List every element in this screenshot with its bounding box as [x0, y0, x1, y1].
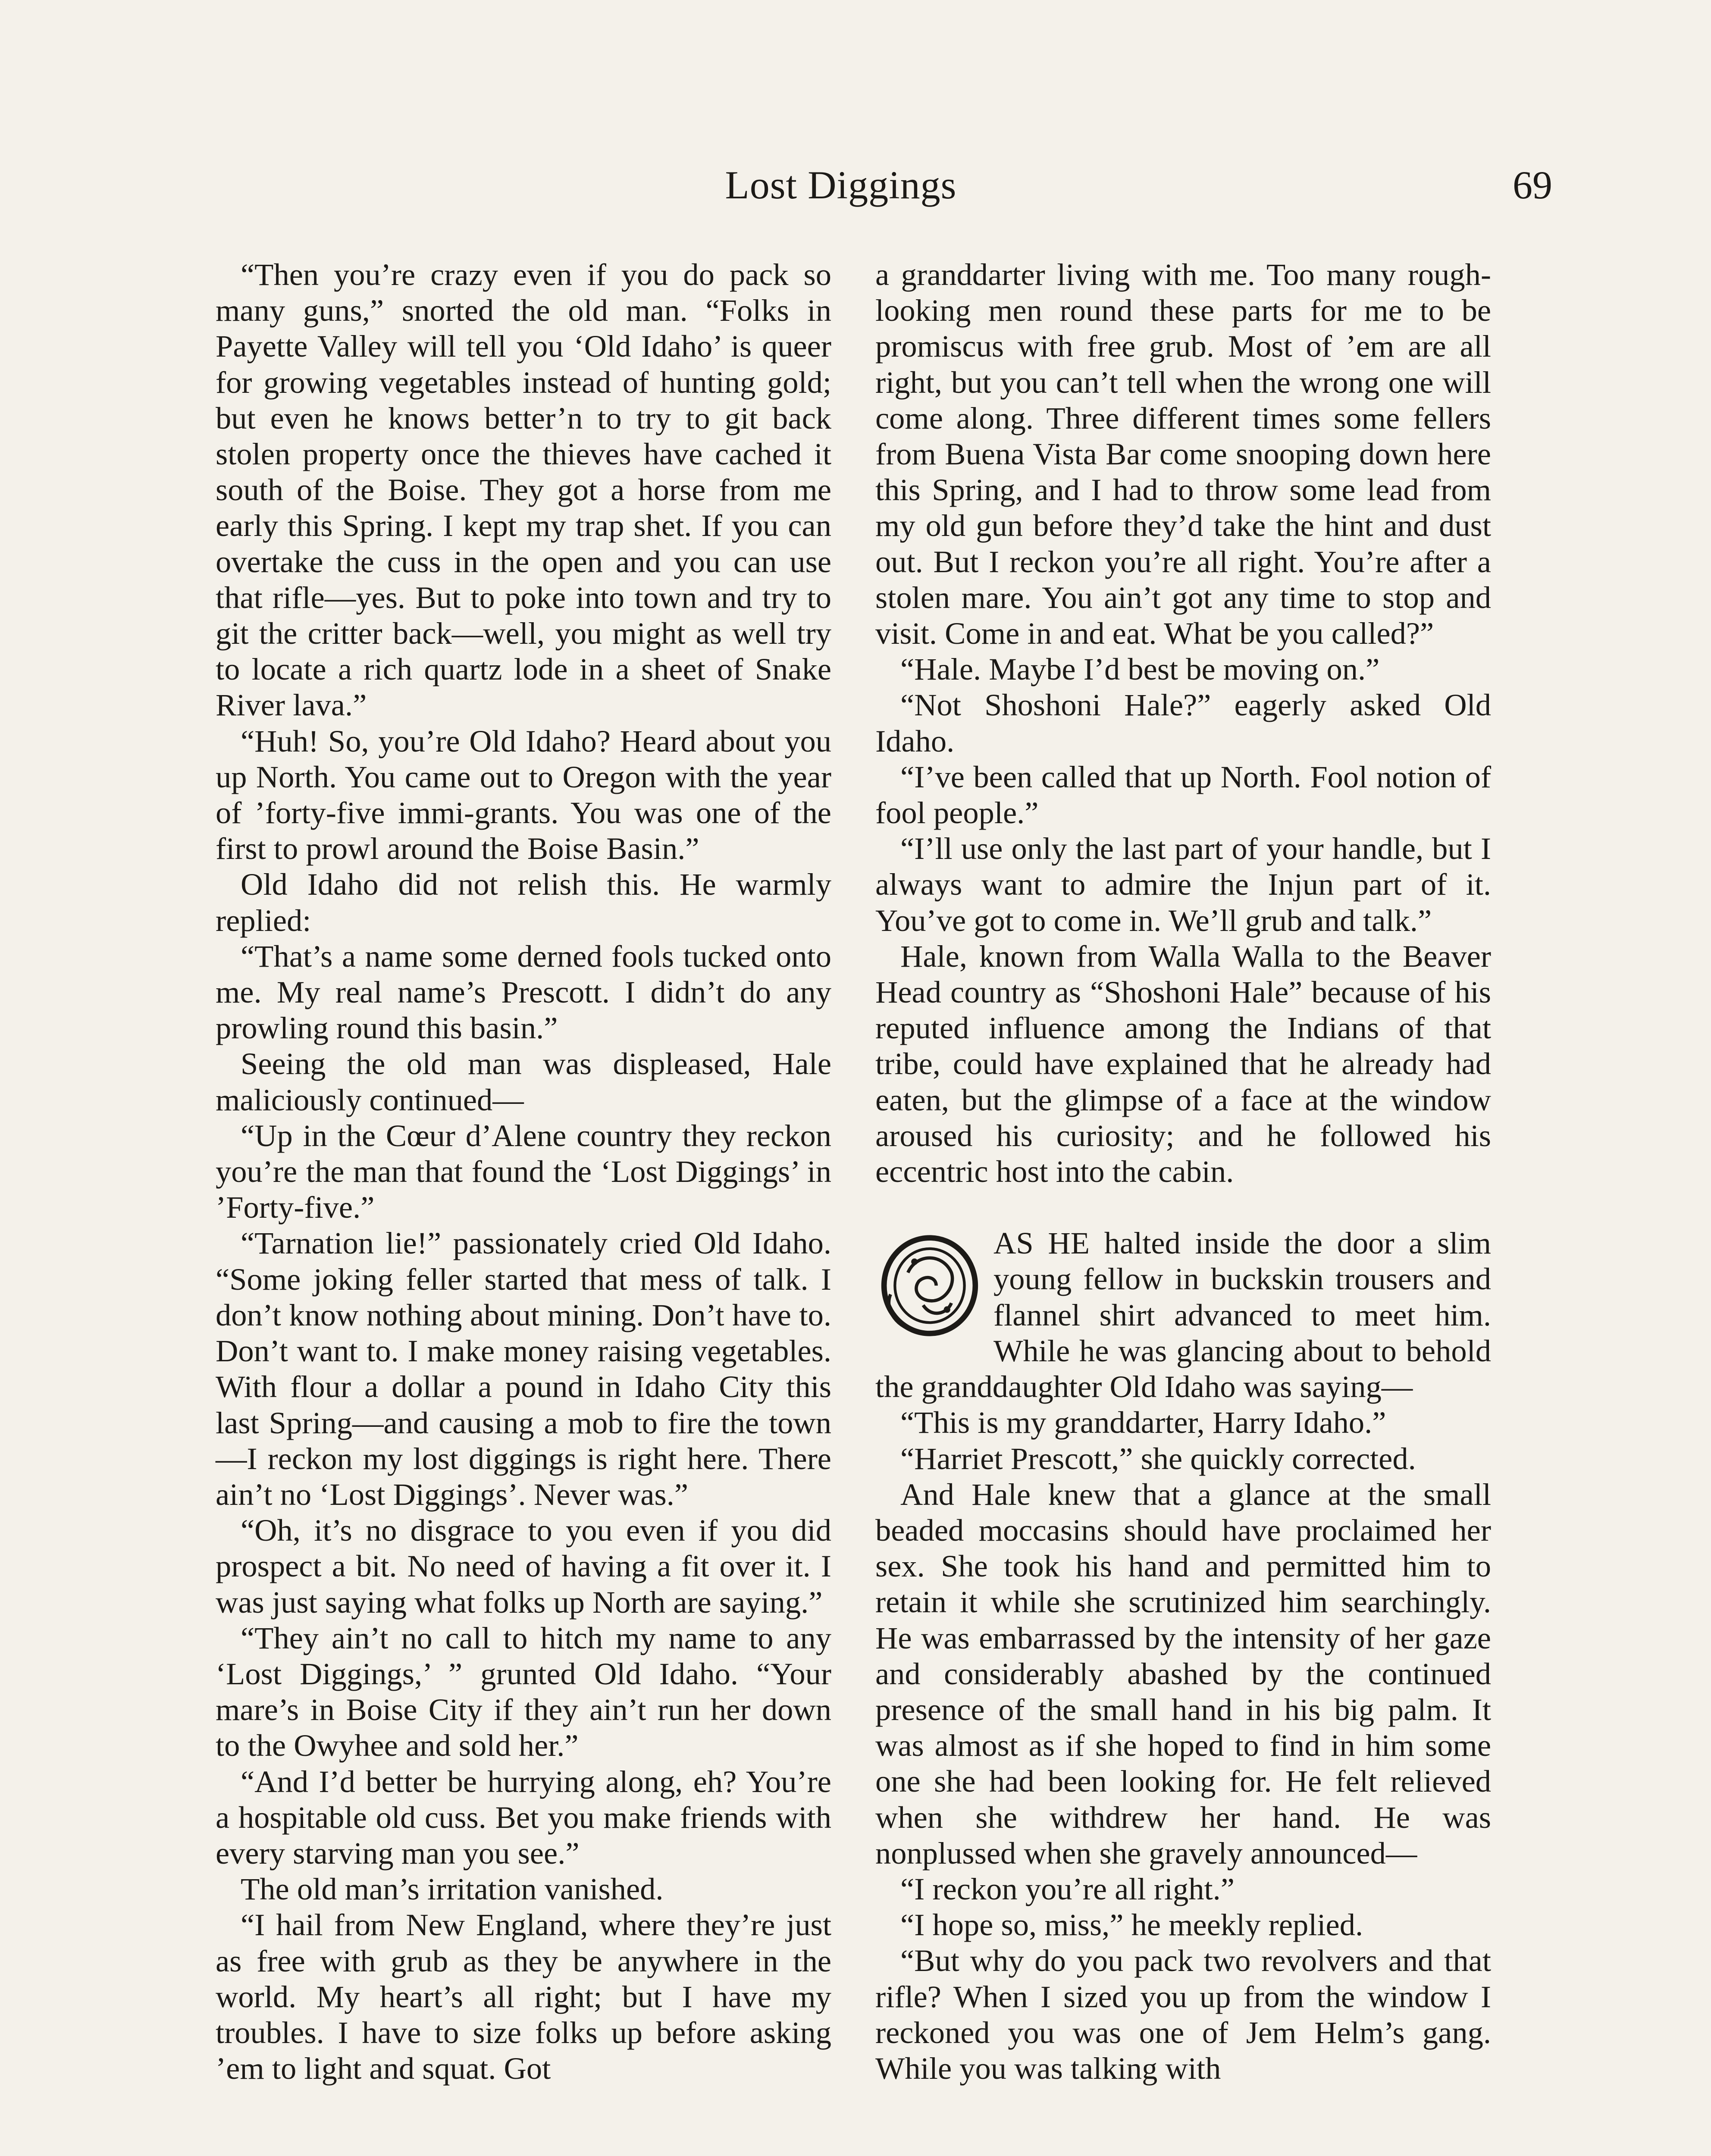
paragraph: “Not Shoshoni Hale?” eagerly asked Old Idaho. — [875, 687, 1491, 758]
running-title: Lost Diggings — [725, 163, 957, 207]
paragraph: “They ain’t no call to hitch my name to any ‘Lost Diggings,’ ” grunted Old Idaho. “Your mare’s in Boise City if they ain’t run her down to the Owyhee and sold her.” — [216, 1620, 831, 1763]
paragraph: And Hale knew that a glance at the small beaded moccasins should have proclaimed her sex. She took his hand and permitted him to retain it while she scrutinized him searchingly. He was embarrassed by the intensity of her gaze and considerably abashed by the continued presence of the small hand in his big palm. It was almost as if she hoped to find in him some one she had been looking for. He felt relieved when she withdrew her hand. He was nonplussed when she gravely announced— — [875, 1476, 1491, 1871]
paragraph-continued: a granddarter living with me. Too many rough-looking men round these parts for me to be promiscus with free grub. Most of ’em are all right, but you can’t tell when the wrong one will come along. Three different times some fellers from Buena Vista Bar come snooping down here this Spring, and I had to throw some lead from my old gun before they’d take the hint and dust out. But I reckon you’re all right. You’re after a stolen mare. You ain’t got any time to stop and visit. Come in and eat. What be you called?” — [875, 257, 1491, 651]
section-break — [875, 1189, 1491, 1225]
paragraph: “Tarnation lie!” passionately cried Old Idaho. “Some joking feller started that mess of talk. I don’t know nothing about mining. Don’t have to. Don’t want to. I make money raising vegetables. With flour a dollar a pound in Idaho City this last Spring—and causing a mob to fire the town—I reckon my lost diggings is right here. There ain’t no ‘Lost Diggings’. Never was.” — [216, 1225, 831, 1512]
paragraph: “This is my granddarter, Harry Idaho.” — [900, 1405, 1386, 1440]
paragraph: “Hale. Maybe I’d best be moving on.” — [900, 652, 1380, 687]
paragraph: “But why do you pack two revolvers and that rifle? When I sized you up from the window I reckoned you was one of Jem Helm’s gang. While you was talking with — [875, 1943, 1491, 2086]
left-column — [216, 257, 831, 2086]
paragraph: “And I’d better be hurrying along, eh? You’re a hospitable old cuss. Bet you make friends with every starving man you see.” — [216, 1764, 831, 1871]
paragraph: “I’ll use only the last part of your handle, but I always want to admire the Injun part of it. You’ve got to come in. We’ll grub and talk.” — [875, 831, 1491, 938]
ornamental-drop-cap-icon — [875, 1228, 984, 1338]
paragraph: The old man’s irritation vanished. — [241, 1871, 664, 1907]
paragraph: “I hail from New England, where they’re just as free with grub as they be anywhere in the world. My heart’s all right; but I have my troubles. I have to size folks up before asking ’em to light and squat. Got — [216, 1907, 831, 2086]
paragraph: “I reckon you’re all right.” — [900, 1871, 1235, 1906]
paragraph: Old Idaho did not relish this. He warmly replied: — [216, 867, 831, 938]
paragraph: “Oh, it’s no disgrace to you even if you did prospect a bit. No need of having a fit over it. I was just saying what folks up North are saying.” — [216, 1513, 831, 1620]
paragraph: “Up in the Cœur d’Alene country they reckon you’re the man that found the ‘Lost Diggings’ in ’Forty-five.” — [216, 1118, 831, 1225]
paragraph: “That’s a name some derned fools tucked onto me. My real name’s Prescott. I didn’t do any prowling round this basin.” — [216, 938, 831, 1046]
paragraph: “Then you’re crazy even if you do pack so many guns,” snorted the old man. “Folks in Payette Valley will tell you ‘Old Idaho’ is queer for growing vegetables instead of hunting gold; but even he knows better’n to try to git back stolen property once the thieves have cached it south of the Boise. They got a horse from me early this Spring. I kept my trap shet. If you can overtake the cuss in the open and you can use that rifle—yes. But to poke into town and try to git the critter back—well, you might as well try to locate a rich quartz lode in a sheet of Snake River lava.” — [216, 257, 831, 723]
paragraph: Hale, known from Walla Walla to the Beaver Head country as “Shoshoni Hale” because of his reputed influence among the Indians of that tribe, could have explained that he already had eaten, but the glimpse of a face at the window aroused his curiosity; and he followed his eccentric host into the cabin. — [875, 938, 1491, 1189]
paragraph: “I’ve been called that up North. Fool notion of fool people.” — [875, 759, 1491, 830]
paragraph: “Harriet Prescott,” she quickly corrected. — [900, 1441, 1416, 1476]
right-column — [875, 257, 1491, 2086]
paragraph: “I hope so, miss,” he meekly replied. — [900, 1907, 1363, 1943]
page-number: 69 — [1513, 163, 1552, 207]
paragraph: AS HE halted inside the door a slim young fellow in buckskin trousers and flannel shirt advanced to meet him. While he was glancing about to behold the granddaughter Old Idaho was saying— — [875, 1225, 1491, 1404]
paragraph: “Huh! So, you’re Old Idaho? Heard about you up North. You came out to Oregon with the year of ’forty-five immi-grants. You was one of the first to prowl around the Boise Basin.” — [216, 723, 831, 866]
paragraph: Seeing the old man was displeased, Hale maliciously continued— — [216, 1046, 831, 1117]
